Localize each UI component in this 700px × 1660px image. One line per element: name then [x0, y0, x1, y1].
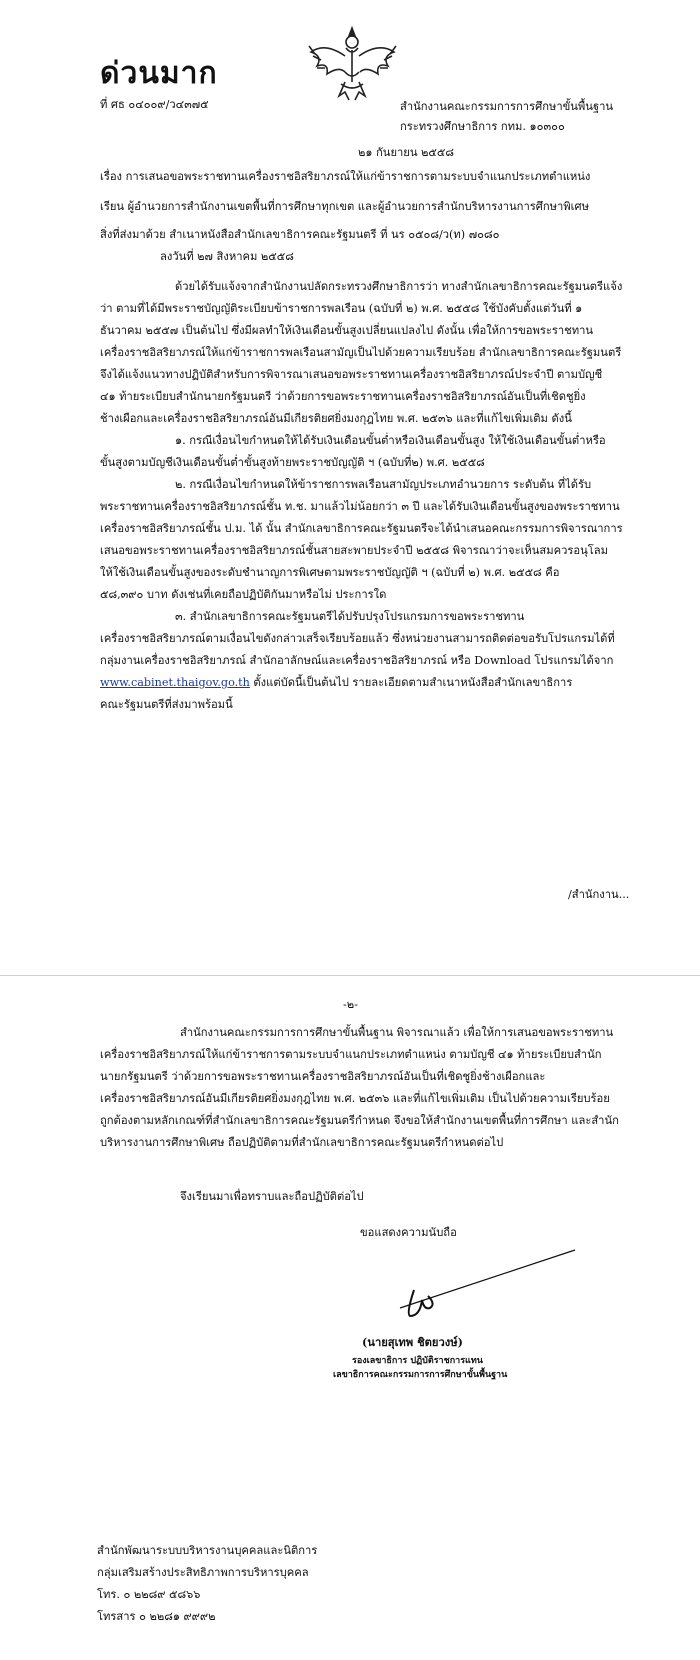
- text-line: เครื่องราชอิสริยาภรณ์อันมีเกียรติยศยิ่งมงกุฎไทย พ.ศ. ๒๕๓๖ และที่แก้ไขเพิ่มเติม เป็นไปด้วยความเรียบร้อย: [100, 1092, 610, 1105]
- text-line: ให้ใช้เงินเดือนขั้นสูงของระดับชำนาญการพิเศษตามพระราชบัญญัติ ฯ (ฉบับที่ ๒) พ.ศ. ๒๕๕๘ คือ: [100, 566, 560, 579]
- signer-title-2: เลขาธิการคณะกรรมการการศึกษาขั้นพื้นฐาน: [333, 1370, 508, 1380]
- agency-name: สำนักงานคณะกรรมการการศึกษาขั้นพื้นฐาน: [400, 100, 614, 113]
- text-line: ถูกต้องตามหลักเกณฑ์ที่สำนักเลขาธิการคณะรัฐมนตรีกำหนด จึงขอให้สำนักงานเขตพื้นที่การศึกษา และสำนัก: [100, 1114, 619, 1127]
- text-line: ๔๑ ท้ายระเบียบสำนักนายกรัฐมนตรี ว่าด้วยการขอพระราชทานเครื่องราชอิสริยาภรณ์อันเป็นที่เชิดชูยิ่ง: [100, 390, 586, 403]
- intro-paragraph: [100, 276, 645, 430]
- letter-page-2: [0, 976, 700, 1660]
- item-3-paragraph: [100, 606, 645, 716]
- signer-title-1: รองเลขาธิการ ปฏิบัติราชการแทน: [352, 1356, 483, 1366]
- text-line: เครื่องราชอิสริยาภรณ์ให้แก่ข้าราชการพลเรือนสามัญเป็นไปด้วยความเรียบร้อย สำนักเลขาธิการคณะรัฐมนตรี: [100, 346, 622, 359]
- text-line: เครื่องราชอิสริยาภรณ์ตามเงื่อนไขดังกล่าวเสร็จเรียบร้อยแล้ว ซึ่งหน่วยงานสามารถติดต่อขอรับโปรแกรมได้ที่: [100, 632, 615, 645]
- signature-mark: [380, 1246, 580, 1326]
- text-line: ช้างเผือกและเครื่องราชอิสริยาภรณ์อันมีเกียรติยศยิ่งมงกุฎไทย พ.ศ. ๒๕๓๖ และที่แก้ไขเพิ่มเติม ดังนี้: [100, 412, 572, 425]
- text-line: ขั้นสูงตามบัญชีเงินเดือนขั้นต่ำขั้นสูงท้ายพระราชบัญญัติ ฯ (ฉบับที่๒) พ.ศ. ๒๕๕๘: [100, 456, 485, 469]
- text-span: ตั้งแต่บัดนี้เป็นต้นไป รายละเอียดตามสำเนาหนังสือสำนักเลขาธิการ: [249, 676, 573, 689]
- agency-address: กระทรวงศึกษาธิการ กทม. ๑๐๓๐๐: [400, 120, 565, 133]
- document-number: ที่ ศธ ๐๔๐๐๙/ว๔๓๗๕: [100, 98, 209, 111]
- text-line: ๓. สำนักเลขาธิการคณะรัฐมนตรีได้ปรับปรุงโปรแกรมการขอพระราชทาน: [175, 610, 525, 623]
- garuda-emblem-icon: [305, 22, 400, 104]
- footer-contact: [97, 1540, 317, 1628]
- text-line: สำนักงานคณะกรรมการการศึกษาขั้นพื้นฐาน พิจารณาแล้ว เพื่อให้การเสนอขอพระราชทาน: [180, 1026, 614, 1039]
- text-line: พระราชทานเครื่องราชอิสริยาภรณ์ชั้น ท.ช. มาแล้วไม่น้อยกว่า ๓ ปี และได้รับเงินเดือนขั้นสูงของพระราชทาน: [100, 500, 620, 513]
- text-line: ด้วยได้รับแจ้งจากสำนักงานปลัดกระทรวงศึกษาธิการว่า ทางสำนักเลขาธิการคณะรัฐมนตรีแจ้ง: [175, 280, 623, 293]
- item-1-paragraph: [100, 430, 645, 474]
- page-number: -๒-: [343, 998, 358, 1011]
- text-line: เสนอขอพระราชทานเครื่องราชอิสริยาภรณ์ชั้นสายสะพายประจำปี ๒๕๕๘ พิจารณาว่าจะเห็นสมควรอนุโลม: [100, 544, 609, 557]
- closing-salutation: ขอแสดงความนับถือ: [360, 1226, 457, 1239]
- text-line: เครื่องราชอิสริยาภรณ์ให้แก่ข้าราชการตามระบบจำแนกประเภทตำแหน่ง ตามบัญชี ๔๑ ท้ายระเบียบสำนัก: [100, 1048, 602, 1061]
- text-line: จึงได้แจ้งแนวทางปฏิบัติสำหรับการพิจารณาเสนอขอพระราชทานเครื่องราชอิสริยาภรณ์ประจำปี ตามบัญชี: [100, 368, 603, 381]
- text-line: คณะรัฐมนตรีที่ส่งมาพร้อมนี้: [100, 698, 233, 711]
- footer-group: กลุ่มเสริมสร้างประสิทธิภาพการบริหารบุคคล: [97, 1566, 309, 1579]
- enclosure-date: ลงวันที่ ๒๗ สิงหาคม ๒๕๕๘: [160, 250, 294, 263]
- enclosure: สิ่งที่ส่งมาด้วย สำเนาหนังสือสำนักเลขาธิการคณะรัฐมนตรี ที่ นร ๐๕๐๘/ว(ท) ๗๐๘๐: [100, 228, 500, 241]
- cabinet-website-link[interactable]: www.cabinet.thaigov.go.th: [100, 676, 250, 689]
- text-line: ว่า ตามที่ได้มีพระราชบัญญัติระเบียบข้าราชการพลเรือน (ฉบับที่ ๒) พ.ศ. ๒๕๕๘ ใช้บังคับตั้งแต่วันที่ ๑: [100, 302, 583, 315]
- conclusion-paragraph: [100, 1022, 645, 1154]
- text-line: กลุ่มงานเครื่องราชอิสริยาภรณ์ สำนักอาลักษณ์และเครื่องราชอิสริยาภรณ์ หรือ Download โปรแกรมได้จาก: [100, 654, 614, 667]
- item-2-paragraph: [100, 474, 645, 606]
- urgent-stamp: ด่วนมาก: [100, 56, 218, 91]
- letter-date: ๒๑ กันยายน ๒๕๕๘: [358, 146, 454, 159]
- text-line: ๕๘,๓๙๐ บาท ดังเช่นที่เคยถือปฏิบัติกันมาหรือไม่ ประการใด: [100, 588, 387, 601]
- letter-subject: เรื่อง การเสนอขอพระราชทานเครื่องราชอิสริยาภรณ์ให้แก่ข้าราชการตามระบบจำแนกประเภทตำแหน่ง: [100, 170, 591, 183]
- footer-office: สำนักพัฒนาระบบบริหารงานบุคคลและนิติการ: [97, 1544, 318, 1557]
- text-line: เครื่องราชอิสริยาภรณ์ชั้น ป.ม. ได้ นั้น สำนักเลขาธิการคณะรัฐมนตรีจะได้นำเสนอคณะกรรมการพิจารณาการ: [100, 522, 623, 535]
- letter-recipient: เรียน ผู้อำนวยการสำนักงานเขตพื้นที่การศึกษาทุกเขต และผู้อำนวยการสำนักบริหารงานการศึกษาพิเศษ: [100, 200, 589, 213]
- signer-name: (นายสุเทพ ชิตยวงษ์): [362, 1335, 463, 1349]
- text-line: ๑. กรณีเงื่อนไขกำหนดให้ได้รับเงินเดือนขั้นต่ำหรือเงินเดือนขั้นสูง ให้ใช้เงินเดือนขั้นต่ำหรือ: [175, 434, 606, 447]
- text-line: บริหารงานการศึกษาพิเศษ ถือปฏิบัติตามที่สำนักเลขาธิการคณะรัฐมนตรีกำหนดต่อไป: [100, 1136, 504, 1149]
- text-line: [100, 672, 645, 694]
- text-line: นายกรัฐมนตรี ว่าด้วยการขอพระราชทานเครื่องราชอิสริยาภรณ์อันเป็นที่เชิดชูยิ่งช้างเผือกและ: [100, 1070, 546, 1083]
- footer-fax: โทรสาร ๐ ๒๒๘๑ ๙๙๙๒: [97, 1610, 216, 1623]
- text-line: ธันวาคม ๒๕๕๗ เป็นต้นไป ซึ่งมีผลทำให้เงินเดือนขั้นสูงเปลี่ยนแปลงไป ดังนั้น เพื่อให้การขอพระราชทาน: [100, 324, 594, 337]
- footer-phone: โทร. ๐ ๒๒๘๙ ๕๘๖๖: [97, 1588, 201, 1601]
- closing-request: จึงเรียนมาเพื่อทราบและถือปฏิบัติต่อไป: [180, 1190, 364, 1203]
- continued-marker: /สำนักงาน...: [568, 888, 630, 901]
- text-line: ๒. กรณีเงื่อนไขกำหนดให้ข้าราชการพลเรือนสามัญประเภทอำนวยการ ระดับต้น ที่ได้รับ: [175, 478, 592, 491]
